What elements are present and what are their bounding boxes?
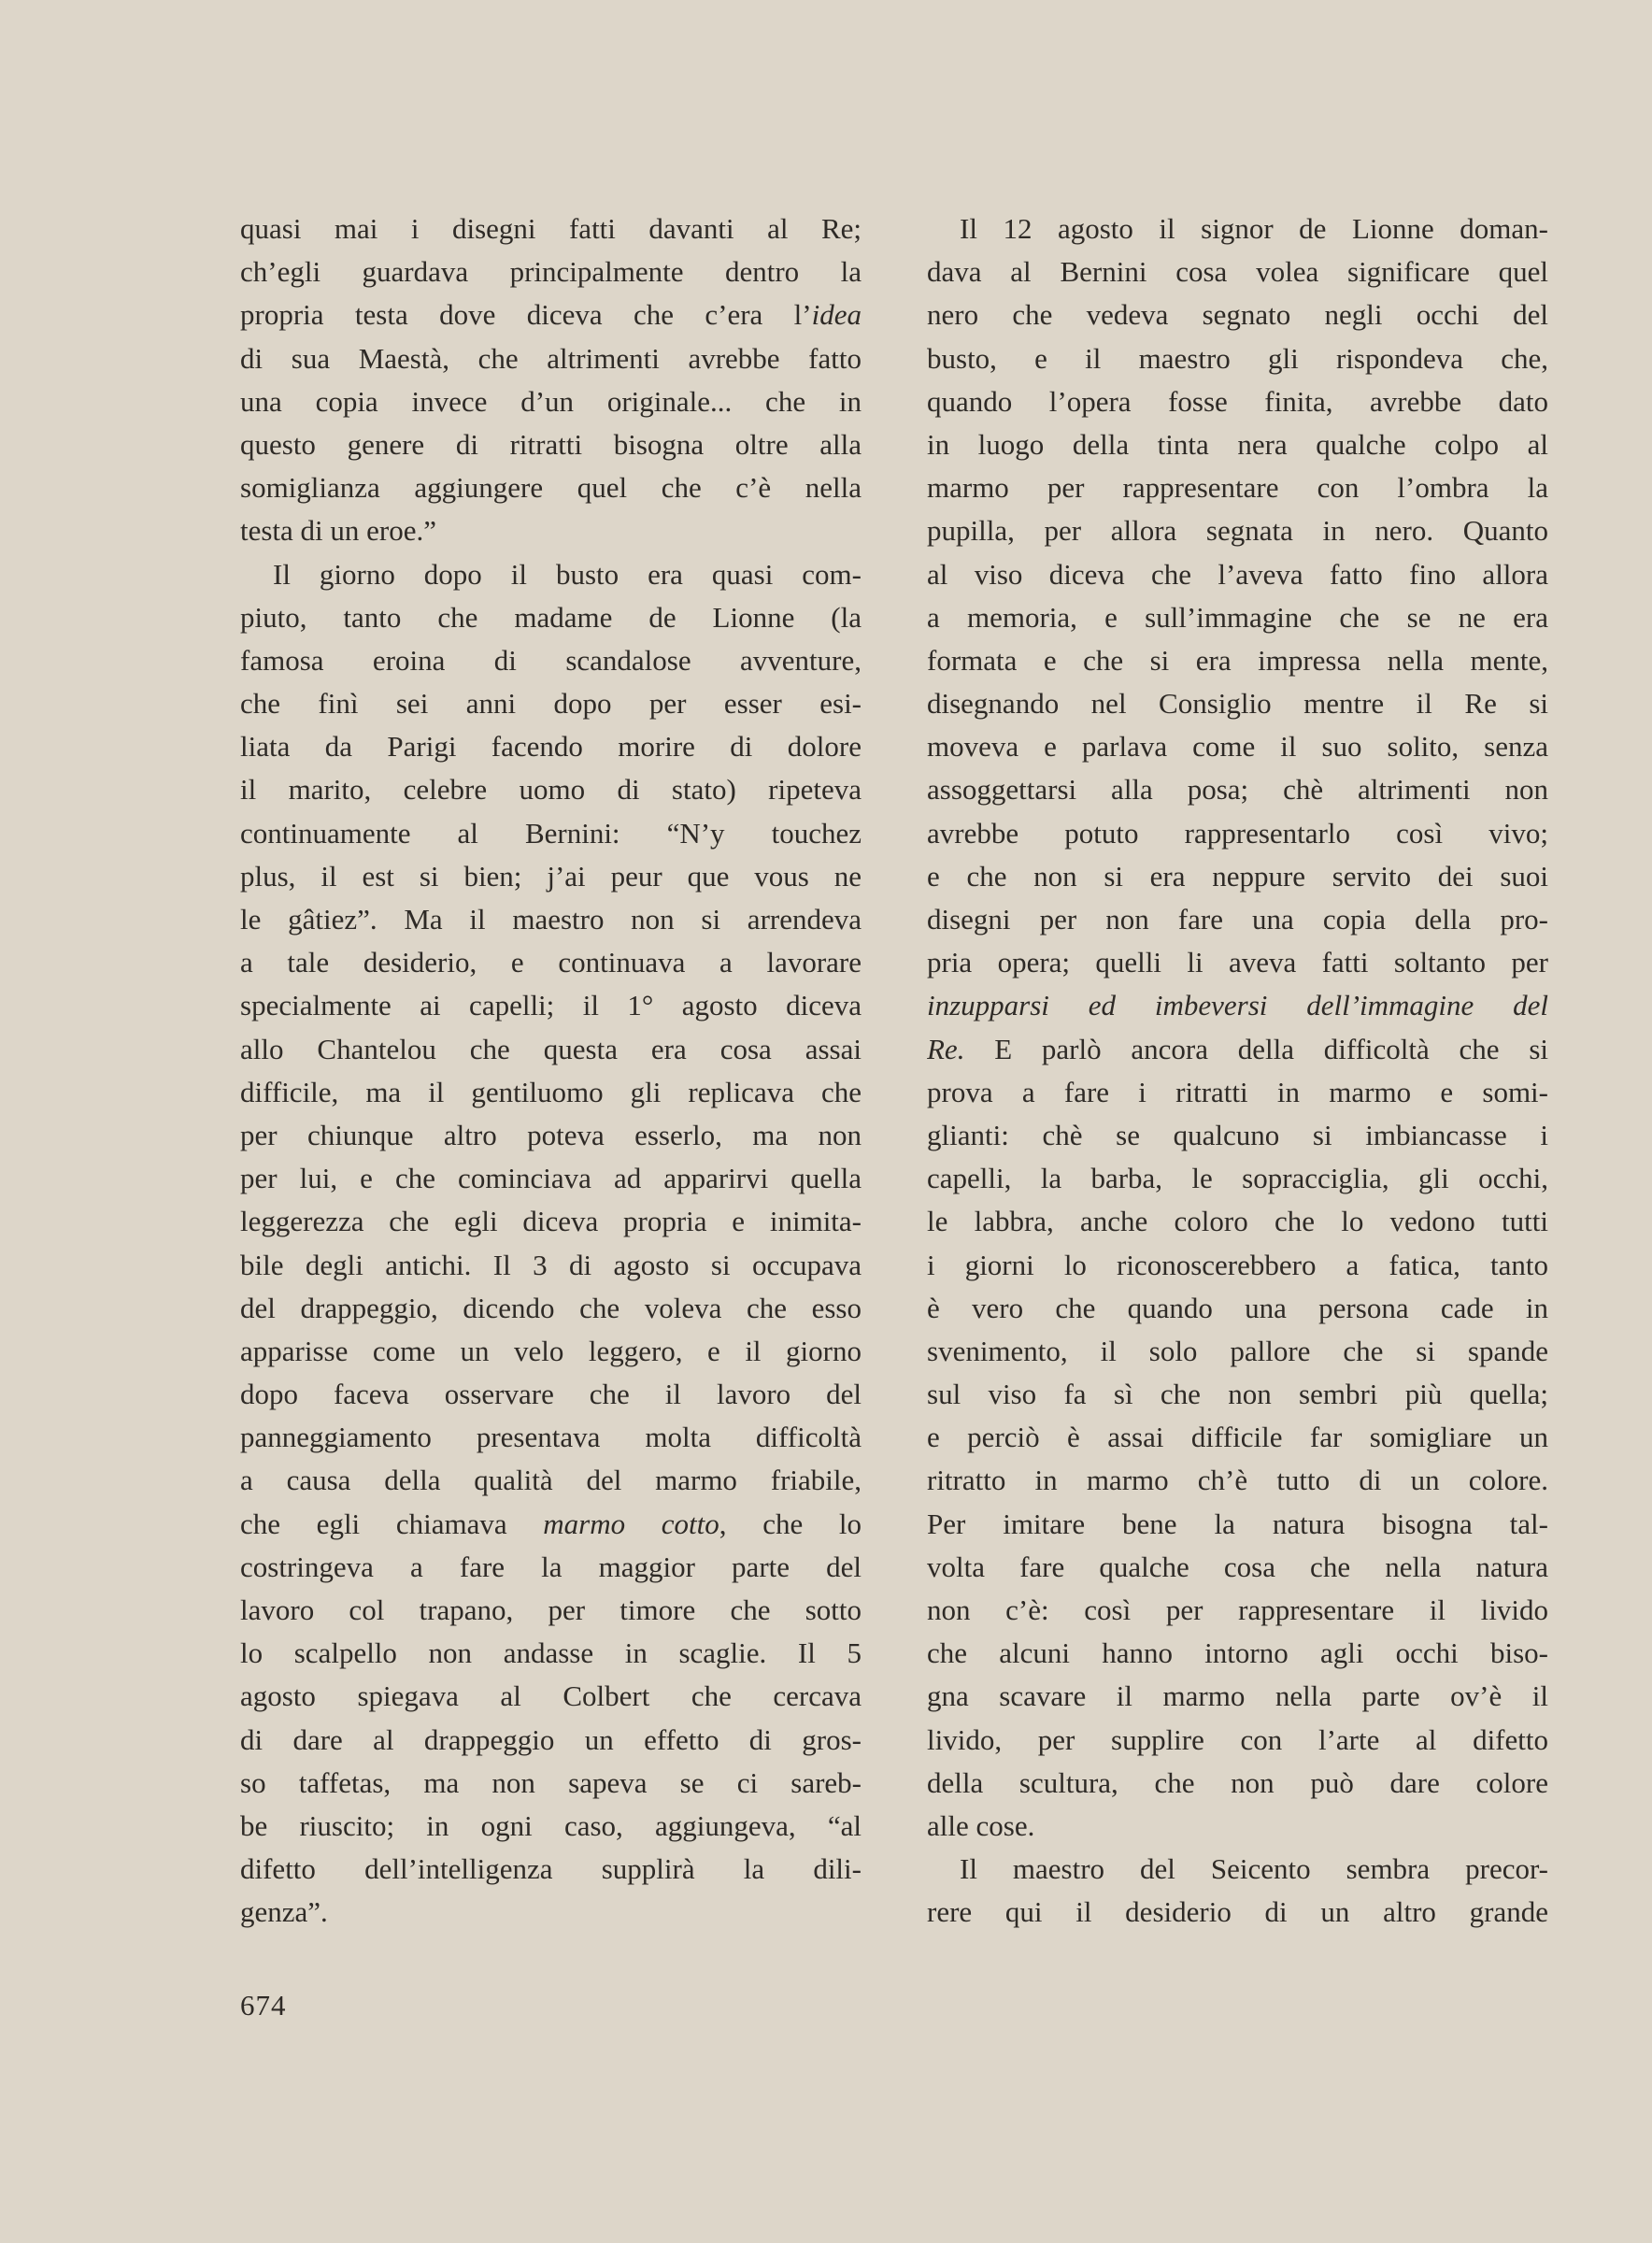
page-number: 674 — [240, 1989, 287, 2022]
text-segment: a causa della qualità del marmo friabile, — [240, 1464, 862, 1497]
text-line — [927, 1762, 1548, 1805]
text-line — [927, 1805, 1548, 1848]
text-line — [240, 768, 862, 811]
text-segment: prova a fare i ritratti in marmo e somi- — [927, 1075, 1548, 1108]
text-line — [927, 1330, 1548, 1373]
text-segment: capelli, la barba, le sopracciglia, gli occhi, — [927, 1162, 1548, 1195]
text-line — [927, 812, 1548, 855]
text-segment: busto, e il maestro gli rispondeva che, — [927, 341, 1548, 375]
text-line — [927, 1416, 1548, 1459]
text-line — [927, 1675, 1548, 1718]
text-segment: le gâtiez”. Ma il maestro non si arrendeva — [240, 903, 862, 936]
text-segment: alle cose. — [927, 1808, 1035, 1842]
text-line — [927, 1200, 1548, 1243]
text-segment: che alcuni hanno intorno agli occhi biso- — [927, 1636, 1548, 1670]
text-line — [240, 1459, 862, 1502]
text-segment: propria testa dove diceva che c’era l’ — [240, 298, 812, 332]
text-segment: pria opera; quelli li aveva fatti soltanto per — [927, 946, 1548, 979]
text-line — [927, 1459, 1548, 1502]
text-line — [240, 1762, 862, 1805]
text-line — [927, 337, 1548, 380]
text-segment: le labbra, anche coloro che lo vedono tutti — [927, 1205, 1548, 1238]
text-segment: formata e che si era impressa nella mente, — [927, 643, 1548, 677]
text-segment: per lui, e che cominciava ad apparirvi quella — [240, 1162, 862, 1195]
text-line — [240, 596, 862, 639]
text-line — [927, 639, 1548, 682]
text-segment: di dare al drappeggio un effetto di gros- — [240, 1722, 862, 1756]
text-segment: di sua Maestà, che altrimenti avrebbe fatto — [240, 341, 862, 375]
text-line — [927, 1244, 1548, 1287]
text-segment: genza”. — [240, 1895, 328, 1929]
text-segment: pupilla, per allora segnata in nero. Quanto — [927, 514, 1548, 548]
text-segment: e perciò è assai difficile far somigliare un — [927, 1421, 1548, 1454]
text-line — [927, 1157, 1548, 1200]
text-segment: marmo per rappresentare con l’ombra la — [927, 471, 1548, 505]
text-line — [240, 1071, 862, 1114]
text-line — [240, 1546, 862, 1589]
text-segment: difetto dell’intelligenza supplirà la dili- — [240, 1852, 862, 1886]
text-segment: svenimento, il solo pallore che si spande — [927, 1334, 1548, 1367]
text-line — [927, 855, 1548, 898]
text-segment: il marito, celebre uomo di stato) ripeteva — [240, 773, 862, 807]
text-segment: allo Chantelou che questa era cosa assai — [240, 1032, 862, 1065]
text-segment: Per imitare bene la natura bisogna tal- — [927, 1507, 1548, 1540]
text-line — [240, 725, 862, 768]
text-line — [240, 1848, 862, 1891]
text-segment: e che non si era neppure servito dei suoi — [927, 859, 1548, 893]
text-segment: Il 12 agosto il signor de Lionne doman- — [960, 212, 1548, 245]
text-line — [240, 207, 862, 250]
text-segment: assoggettarsi alla posa; chè altrimenti non — [927, 773, 1548, 807]
text-segment: somiglianza aggiungere quel che c’è nella — [240, 471, 862, 505]
text-line — [927, 768, 1548, 811]
text-line — [927, 423, 1548, 466]
italic-text: inzupparsi ed imbeversi dell’immagine del — [927, 989, 1548, 1022]
text-line — [927, 1719, 1548, 1762]
text-line — [927, 466, 1548, 509]
text-line — [240, 380, 862, 423]
text-line — [240, 466, 862, 509]
text-line — [240, 898, 862, 941]
text-segment: liata da Parigi facendo morire di dolore — [240, 730, 862, 764]
text-segment: lavoro col trapano, per timore che sotto — [240, 1593, 862, 1626]
text-line — [927, 207, 1548, 250]
text-segment: specialmente ai capelli; il 1° agosto diceva — [240, 989, 862, 1022]
text-line — [240, 337, 862, 380]
text-segment: disegni per non fare una copia della pro- — [927, 903, 1548, 936]
text-segment: i giorni lo riconoscerebbero a fatica, tanto — [927, 1248, 1548, 1281]
text-line — [240, 1675, 862, 1718]
text-segment: che egli chiamava — [240, 1507, 544, 1540]
text-segment: disegnando nel Consiglio mentre il Re si — [927, 687, 1548, 721]
text-segment: piuto, tanto che madame de Lionne (la — [240, 600, 862, 634]
text-segment: plus, il est si bien; j’ai peur que vous ne — [240, 859, 862, 893]
text-segment: bile degli antichi. Il 3 di agosto si occupava — [240, 1248, 862, 1281]
text-segment: difficile, ma il gentiluomo gli replicava che — [240, 1075, 862, 1108]
text-segment: una copia invece d’un originale... che in — [240, 384, 862, 418]
text-line — [927, 898, 1548, 941]
text-segment: panneggiamento presentava molta difficoltà — [240, 1421, 862, 1454]
text-line — [927, 596, 1548, 639]
text-line — [240, 1200, 862, 1243]
text-line — [927, 509, 1548, 552]
text-segment: sul viso fa sì che non sembri più quella; — [927, 1378, 1548, 1411]
text-segment: dopo faceva osservare che il lavoro del — [240, 1378, 862, 1411]
text-segment: livido, per supplire con l’arte al difetto — [927, 1722, 1548, 1756]
text-line — [240, 423, 862, 466]
text-segment: ch’egli guardava principalmente dentro la — [240, 255, 862, 289]
text-segment: è vero che quando una persona cade in — [927, 1291, 1548, 1324]
italic-text: idea — [811, 298, 862, 332]
text-segment: agosto spiegava al Colbert che cercava — [240, 1679, 862, 1713]
text-line — [927, 1891, 1548, 1934]
text-segment: E parlò ancora della difficoltà che si — [964, 1032, 1548, 1065]
italic-text: marmo cotto — [543, 1507, 719, 1540]
text-line — [927, 1373, 1548, 1416]
text-segment: quando l’opera fosse finita, avrebbe dato — [927, 384, 1548, 418]
text-line — [240, 250, 862, 293]
text-line — [927, 1114, 1548, 1157]
text-segment: continuamente al Bernini: “N’y touchez — [240, 816, 862, 850]
text-line — [927, 984, 1548, 1027]
text-segment: non c’è: così per rappresentare il livido — [927, 1593, 1548, 1626]
text-line — [927, 553, 1548, 596]
text-segment: a memoria, e sull’immagine che se ne era — [927, 600, 1548, 634]
text-line — [240, 553, 862, 596]
text-line — [927, 1848, 1548, 1891]
text-line — [240, 509, 862, 552]
text-line — [240, 293, 862, 336]
text-line — [927, 1632, 1548, 1675]
text-segment: testa di un eroe.” — [240, 514, 437, 548]
text-line — [927, 1589, 1548, 1632]
text-line — [240, 984, 862, 1027]
text-line — [240, 1891, 862, 1934]
text-segment: gna scavare il marmo nella parte ov’è il — [927, 1679, 1548, 1713]
text-segment: al viso diceva che l’aveva fatto fino allora — [927, 557, 1548, 591]
text-line — [240, 682, 862, 725]
text-segment: lo scalpello non andasse in scaglie. Il 5 — [240, 1636, 862, 1670]
text-segment: questo genere di ritratti bisogna oltre alla — [240, 427, 862, 461]
text-segment: rere qui il desiderio di un altro grande — [927, 1895, 1548, 1929]
text-line — [240, 1028, 862, 1071]
text-segment: a tale desiderio, e continuava a lavorare — [240, 946, 862, 979]
text-line — [927, 250, 1548, 293]
text-segment: be riuscito; in ogni caso, aggiungeva, “al — [240, 1808, 862, 1842]
text-segment: volta fare qualche cosa che nella natura — [927, 1550, 1548, 1583]
text-line — [927, 1028, 1548, 1071]
text-segment: nero che vedeva segnato negli occhi del — [927, 298, 1548, 332]
text-segment: moveva e parlava come il suo solito, senza — [927, 730, 1548, 764]
text-segment: avrebbe potuto rappresentarlo così vivo; — [927, 816, 1548, 850]
text-line — [240, 1416, 862, 1459]
text-segment: costringeva a fare la maggior parte del — [240, 1550, 862, 1583]
text-line — [927, 1503, 1548, 1546]
text-segment: che finì sei anni dopo per esser esi- — [240, 687, 862, 721]
text-line — [240, 1503, 862, 1546]
text-segment: in luogo della tinta nera qualche colpo al — [927, 427, 1548, 461]
text-segment: ritratto in marmo ch’è tutto di un colore. — [927, 1464, 1548, 1497]
text-segment: famosa eroina di scandalose avventure, — [240, 643, 862, 677]
text-line — [240, 1244, 862, 1287]
text-line — [927, 293, 1548, 336]
text-segment: dava al Bernini cosa volea significare quel — [927, 255, 1548, 289]
text-line — [927, 380, 1548, 423]
text-line — [240, 639, 862, 682]
text-line — [240, 1589, 862, 1632]
text-line — [927, 1071, 1548, 1114]
text-segment: Il maestro del Seicento sembra precor- — [960, 1852, 1548, 1886]
text-line — [240, 812, 862, 855]
right-text-column — [927, 207, 1548, 1935]
text-line — [927, 941, 1548, 984]
text-line — [927, 725, 1548, 768]
text-line — [240, 1805, 862, 1848]
text-segment: so taffetas, ma non sapeva se ci sareb- — [240, 1765, 862, 1799]
text-line — [240, 941, 862, 984]
text-segment: della scultura, che non può dare colore — [927, 1765, 1548, 1799]
text-segment: , che lo — [719, 1507, 862, 1540]
text-line — [240, 1719, 862, 1762]
text-segment: leggerezza che egli diceva propria e inimita- — [240, 1205, 862, 1238]
text-line — [240, 1157, 862, 1200]
text-line — [927, 682, 1548, 725]
text-segment: del drappeggio, dicendo che voleva che esso — [240, 1291, 862, 1324]
text-line — [240, 1632, 862, 1675]
text-line — [927, 1546, 1548, 1589]
text-line — [240, 1287, 862, 1330]
text-segment: apparisse come un velo leggero, e il giorno — [240, 1334, 862, 1367]
text-segment: quasi mai i disegni fatti davanti al Re; — [240, 212, 862, 245]
text-line — [927, 1287, 1548, 1330]
text-line — [240, 1114, 862, 1157]
italic-text: Re. — [927, 1032, 965, 1065]
text-segment: glianti: chè se qualcuno si imbiancasse i — [927, 1118, 1548, 1151]
text-segment: per chiunque altro poteva esserlo, ma non — [240, 1118, 862, 1151]
text-line — [240, 1373, 862, 1416]
text-line — [240, 855, 862, 898]
text-line — [240, 1330, 862, 1373]
text-segment: Il giorno dopo il busto era quasi com- — [273, 557, 862, 591]
left-text-column — [240, 207, 862, 1935]
